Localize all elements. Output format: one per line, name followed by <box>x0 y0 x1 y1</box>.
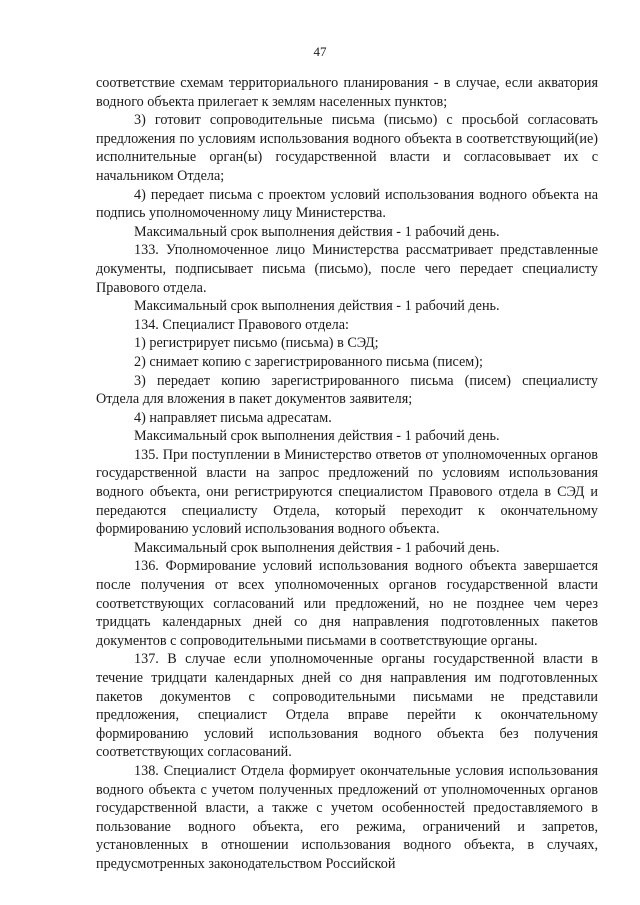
paragraph-continuation: соответствие схемам территориального планирования - в случае, если акватория водного объекта прилегает к землям населенных пунктов; <box>96 75 598 110</box>
paragraph-134: 134. Специалист Правового отдела: <box>134 316 349 333</box>
paragraph-max-term: Максимальный срок выполнения действия - 1 рабочий день. <box>134 539 500 556</box>
paragraph-135: 135. При поступлении в Министерство ответов от уполномоченных органов государственной власти на запрос предложений по условиям использования водного объекта, они регистрируются специалистом Правового отдела в СЭД и передаются специалисту Отдела, который переходит к окончательному формированию условий использования водного объекта. <box>96 446 598 538</box>
paragraph-138: 138. Специалист Отдела формирует окончательные условия использования водного объекта с учетом полученных предложений от уполномоченных органов государственной власти, а также с учетом особенностей предоставляемого в пользование водного объекта, его режима, ограничений и запретов, установленных в отношении использования водного объекта, в случаях, предусмотренных законодательством Российской <box>96 762 598 872</box>
paragraph-134-item-2: 2) снимает копию с зарегистрированного письма (писем); <box>134 353 483 370</box>
paragraph-item-4-transfers-letters: 4) передает письма с проектом условий использования водного объекта на подпись уполномоченному лицу Министерства. <box>96 186 598 222</box>
paragraph-max-term: Максимальный срок выполнения действия - 1 рабочий день. <box>134 298 500 315</box>
paragraph-137: 137. В случае если уполномоченные органы государственной власти в течение тридцати календарных дней со дня направления им подготовленных пакетов документов с сопроводительными письмами не представили предложения, специалист Отдела вправе перейти к окончательному формированию условий использования водного объекта без получения соответствующих согласований. <box>96 651 598 761</box>
paragraph-136: 136. Формирование условий использования водного объекта завершается после получения от всех уполномоченных органов государственной власти соответствующих согласований или предложений, но не позднее чем через тридцать календарных дней со дня направления подготовленных пакетов документов с сопроводительными письмами в соответствующие органы. <box>96 558 598 649</box>
document-body <box>96 74 598 874</box>
paragraph-134-item-4: 4) направляет письма адресатам. <box>134 409 332 426</box>
paragraph-134-item-1: 1) регистрирует письмо (письма) в СЭД; <box>134 335 379 352</box>
paragraph-133: 133. Уполномоченное лицо Министерства рассматривает представленные документы, подписывает письма (письмо), после чего передает специалисту Правового отдела. <box>96 242 598 296</box>
page-number: 47 <box>313 44 327 59</box>
paragraph-134-item-3: 3) передает копию зарегистрированного письма (писем) специалисту Отдела для вложения в пакет документов заявителя; <box>96 372 598 408</box>
paragraph-item-3-prepares-letters: 3) готовит сопроводительные письма (письмо) с просьбой согласовать предложения по условиям использования водного объекта в соответствующий(ие) исполнительные орган(ы) государственной власти и согласовывает их с начальником Отдела; <box>96 112 598 184</box>
paragraph-max-term: Максимальный срок выполнения действия - 1 рабочий день. <box>134 223 500 240</box>
paragraph-max-term: Максимальный срок выполнения действия - 1 рабочий день. <box>134 428 500 445</box>
